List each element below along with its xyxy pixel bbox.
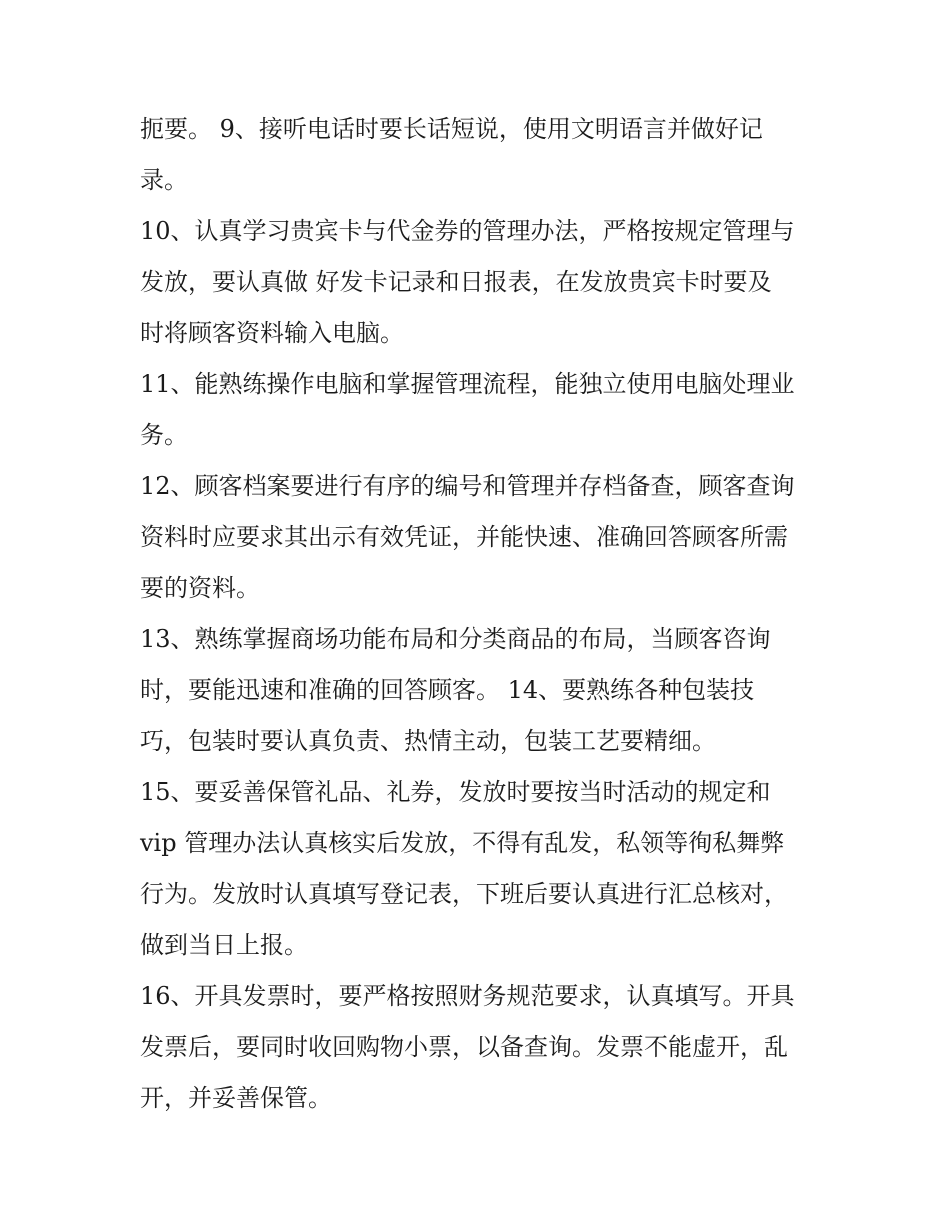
text-line: 要的资料。 <box>140 574 260 602</box>
text-line: 巧，包装时要认真负责、热情主动，包装工艺要精细。 <box>140 727 716 755</box>
text-line: 13、熟练掌握商场功能布局和分类商品的布局，当顾客咨询 <box>140 625 771 653</box>
document-body <box>140 104 820 1124</box>
text-line: 发放，要认真做 好发卡记录和日报表，在发放贵宾卡时要及 <box>140 268 772 296</box>
text-line: 16、开具发票时，要严格按照财务规范要求，认真填写。开具 <box>140 982 795 1010</box>
text-line: 12、顾客档案要进行有序的编号和管理并存档备查，顾客查询 <box>140 472 795 500</box>
text-line: vip 管理办法认真核实后发放，不得有乱发，私领等徇私舞弊 <box>140 829 785 857</box>
text-line: 资料时应要求其出示有效凭证，并能快速、准确回答顾客所需 <box>140 523 788 551</box>
text-line: 10、认真学习贵宾卡与代金券的管理办法，严格按规定管理与 <box>140 217 795 245</box>
text-line: 做到当日上报。 <box>140 931 308 959</box>
text-line: 录。 <box>140 166 188 194</box>
text-line: 开，并妥善保管。 <box>140 1084 332 1112</box>
text-line: 务。 <box>140 421 188 449</box>
text-line: 时将顾客资料输入电脑。 <box>140 319 404 347</box>
text-line: 行为。发放时认真填写登记表，下班后要认真进行汇总核对， <box>140 880 788 908</box>
text-line: 11、能熟练操作电脑和掌握管理流程，能独立使用电脑处理业 <box>140 370 795 398</box>
text-line: 15、要妥善保管礼品、礼券，发放时要按当时活动的规定和 <box>140 778 771 806</box>
text-line: 发票后，要同时收回购物小票，以备查询。发票不能虚开，乱 <box>140 1033 788 1061</box>
text-line: 时，要能迅速和准确的回答顾客。 14、要熟练各种包装技 <box>140 676 755 704</box>
text-line: 扼要。 9、接听电话时要长话短说，使用文明语言并做好记 <box>140 115 763 143</box>
